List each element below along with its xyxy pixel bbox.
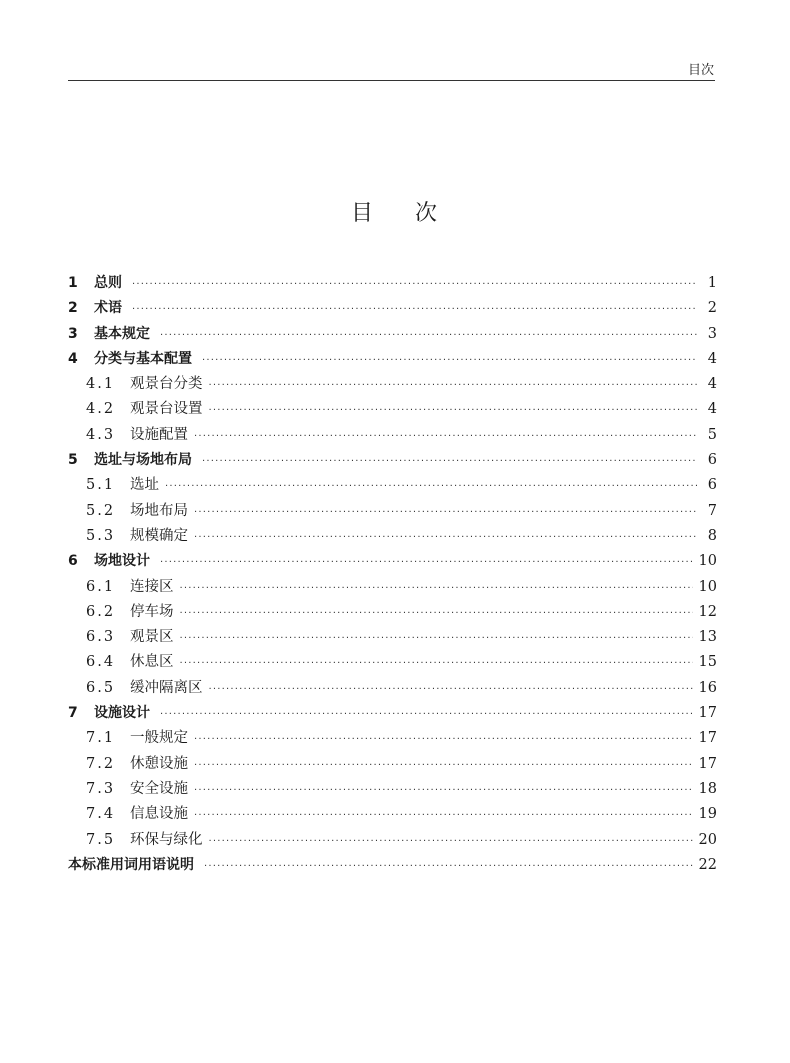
toc-entry-page: 1 xyxy=(707,275,717,291)
toc-section-entry[interactable] xyxy=(68,524,717,549)
toc-leader-dots xyxy=(209,373,698,398)
toc-chapter-entry[interactable] xyxy=(68,347,717,372)
toc-section-entry[interactable] xyxy=(68,752,717,777)
page-title xyxy=(0,196,790,227)
toc-entry-number: 3 xyxy=(68,325,78,342)
toc-leader-dots xyxy=(132,297,697,322)
toc-entry-page: 4 xyxy=(707,350,717,367)
toc-chapter-entry[interactable] xyxy=(68,271,717,296)
toc-leader-dots xyxy=(204,854,693,879)
toc-section-entry[interactable] xyxy=(68,600,717,625)
toc-entry-page: 6 xyxy=(707,452,717,469)
toc-entry-page: 16 xyxy=(698,679,717,696)
toc-entry-page: 17 xyxy=(698,730,717,747)
toc-entry-title: 观景台设置 xyxy=(130,401,203,418)
toc-entry-number: 4 xyxy=(68,350,78,367)
toc-leader-dots xyxy=(132,272,697,297)
toc-section-entry[interactable] xyxy=(68,423,717,448)
toc-entry-title: 休憩设施 xyxy=(130,755,188,772)
toc-entry-title: 场地设计 xyxy=(94,553,150,570)
toc-entry-page: 18 xyxy=(698,780,717,797)
toc-entry-title: 选址 xyxy=(130,477,159,494)
toc-entry-title: 设施设计 xyxy=(94,705,150,722)
toc-entry-title: 停车场 xyxy=(130,603,174,620)
toc-entry-number: 6.2 xyxy=(86,603,116,620)
toc-entry-page: 2 xyxy=(707,300,717,317)
toc-entry-title: 场地布局 xyxy=(130,502,188,519)
toc-entry-number: 5.3 xyxy=(86,527,116,544)
toc-leader-dots xyxy=(160,323,697,348)
toc-entry-title: 信息设施 xyxy=(130,806,188,823)
toc-entry-number: 6.1 xyxy=(86,578,116,595)
toc-entry-page: 15 xyxy=(698,654,717,671)
toc-entry-number: 7.4 xyxy=(86,806,116,823)
toc-leader-dots xyxy=(194,500,697,525)
toc-chapter-entry[interactable] xyxy=(68,853,717,878)
toc-leader-dots xyxy=(194,753,693,778)
toc-entry-title: 分类与基本配置 xyxy=(94,350,192,367)
toc-entry-title: 观景区 xyxy=(130,629,174,646)
toc-entry-page: 17 xyxy=(698,705,717,722)
toc-entry-number: 7.5 xyxy=(86,831,116,848)
toc-entry-page: 8 xyxy=(707,527,717,544)
toc-section-entry[interactable] xyxy=(68,372,717,397)
toc-leader-dots xyxy=(160,702,693,727)
toc-entry-page: 10 xyxy=(698,553,717,570)
toc-leader-dots xyxy=(209,398,698,423)
toc-chapter-entry[interactable] xyxy=(68,549,717,574)
toc-entry-number: 4.2 xyxy=(86,401,116,418)
toc-section-entry[interactable] xyxy=(68,499,717,524)
toc-entry-number: 2 xyxy=(68,300,78,317)
toc-entry-number: 7.3 xyxy=(86,780,116,797)
toc-entry-title: 环保与绿化 xyxy=(130,831,203,848)
toc-entry-number: 7.2 xyxy=(86,755,116,772)
toc-entry-page: 13 xyxy=(698,629,717,646)
toc-entry-number: 6 xyxy=(68,553,78,570)
toc-leader-dots xyxy=(209,677,693,702)
toc-entry-title: 选址与场地布局 xyxy=(94,452,192,469)
toc-entry-page: 20 xyxy=(698,831,717,848)
page-title-left: 目 xyxy=(350,201,375,226)
toc-entry-page: 10 xyxy=(698,578,717,595)
toc-entry-title: 设施配置 xyxy=(130,426,188,443)
toc-section-entry[interactable] xyxy=(68,777,717,802)
toc-entry-title: 规模确定 xyxy=(130,527,188,544)
toc-section-entry[interactable] xyxy=(68,726,717,751)
toc-chapter-entry[interactable] xyxy=(68,701,717,726)
toc-leader-dots xyxy=(180,651,693,676)
table-of-contents xyxy=(68,271,717,878)
toc-section-entry[interactable] xyxy=(68,625,717,650)
toc-leader-dots xyxy=(165,474,697,499)
toc-leader-dots xyxy=(194,424,697,449)
toc-leader-dots xyxy=(180,576,693,601)
toc-leader-dots xyxy=(180,626,693,651)
toc-leader-dots xyxy=(202,348,697,373)
toc-section-entry[interactable] xyxy=(68,650,717,675)
toc-leader-dots xyxy=(202,449,697,474)
toc-entry-number: 7 xyxy=(68,705,78,722)
toc-chapter-entry[interactable] xyxy=(68,296,717,321)
toc-entry-number: 5.2 xyxy=(86,502,116,519)
toc-entry-number: 6.3 xyxy=(86,629,116,646)
toc-entry-number: 4.1 xyxy=(86,376,116,393)
toc-leader-dots xyxy=(209,829,693,854)
toc-entry-page: 4 xyxy=(707,376,717,393)
toc-leader-dots xyxy=(194,778,693,803)
running-header: 目次 xyxy=(687,63,714,78)
toc-entry-page: 7 xyxy=(707,502,717,519)
toc-leader-dots xyxy=(194,525,697,550)
toc-entry-title: 一般规定 xyxy=(130,730,188,747)
toc-entry-number: 5.1 xyxy=(86,477,116,494)
toc-entry-page: 5 xyxy=(707,426,717,443)
header-rule xyxy=(68,80,715,81)
toc-leader-dots xyxy=(194,727,693,752)
toc-leader-dots xyxy=(194,803,693,828)
toc-entry-title: 基本规定 xyxy=(94,325,150,342)
toc-entry-title: 安全设施 xyxy=(130,780,188,797)
toc-entry-title: 本标准用词用语说明 xyxy=(68,856,194,873)
toc-entry-title: 连接区 xyxy=(130,578,174,595)
toc-entry-title: 观景台分类 xyxy=(130,376,203,393)
toc-section-entry[interactable] xyxy=(68,575,717,600)
toc-entry-page: 22 xyxy=(698,856,717,873)
toc-entry-number: 6.5 xyxy=(86,679,116,696)
toc-chapter-entry[interactable] xyxy=(68,322,717,347)
toc-leader-dots xyxy=(180,601,693,626)
toc-entry-title: 术语 xyxy=(94,300,122,317)
toc-section-entry[interactable] xyxy=(68,676,717,701)
toc-entry-title: 总则 xyxy=(94,275,122,291)
toc-entry-number: 5 xyxy=(68,452,78,469)
toc-section-entry[interactable] xyxy=(68,828,717,853)
toc-section-entry[interactable] xyxy=(68,802,717,827)
toc-entry-page: 12 xyxy=(698,603,717,620)
toc-entry-page: 6 xyxy=(707,477,717,494)
toc-leader-dots xyxy=(160,550,693,575)
toc-entry-number: 4.3 xyxy=(86,426,116,443)
toc-entry-page: 3 xyxy=(707,325,717,342)
toc-chapter-entry[interactable] xyxy=(68,448,717,473)
toc-entry-number: 7.1 xyxy=(86,730,116,747)
toc-entry-page: 19 xyxy=(698,806,717,823)
toc-entry-title: 休息区 xyxy=(130,654,174,671)
toc-entry-title: 缓冲隔离区 xyxy=(130,679,203,696)
toc-entry-page: 17 xyxy=(698,755,717,772)
toc-section-entry[interactable] xyxy=(68,397,717,422)
toc-entry-number: 6.4 xyxy=(86,654,116,671)
toc-section-entry[interactable] xyxy=(68,473,717,498)
toc-entry-number: 1 xyxy=(68,275,78,291)
toc-entry-page: 4 xyxy=(707,401,717,418)
page-title-right: 次 xyxy=(415,201,440,226)
